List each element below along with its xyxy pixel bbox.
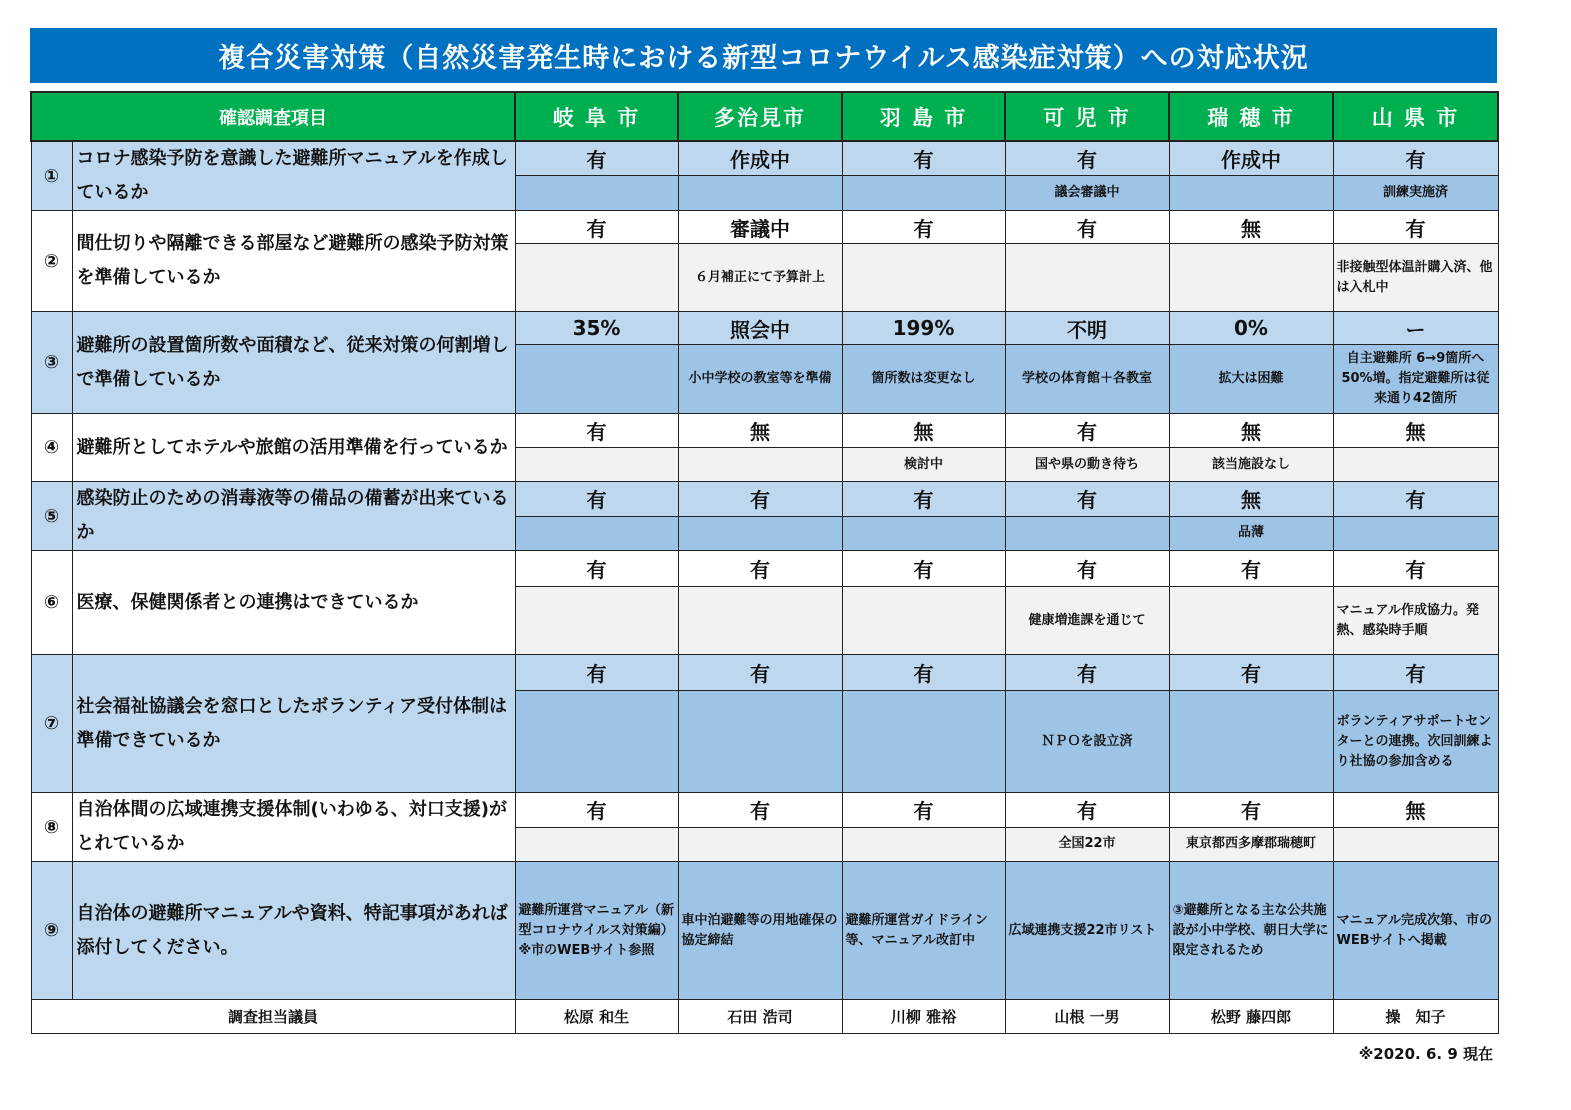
note-cell: 車中泊避難等の用地確保の協定締結 [678,862,842,1000]
survey-table [30,91,1499,1034]
note-cell: 非接触型体温計購入済、他は入札中 [1333,244,1498,312]
answer-cell: 有 [1333,482,1498,517]
note-cell [1169,691,1333,793]
note-cell: 避難所運営ガイドライン等、マニュアル改訂中 [842,862,1005,1000]
note-cell [678,587,842,655]
answer-cell: 有 [1169,793,1333,828]
answer-cell: 有 [842,551,1005,587]
answer-cell: 作成中 [1169,141,1333,175]
note-cell: 小中学校の教室等を準備 [678,345,842,414]
header-city: 可 児 市 [1005,92,1169,141]
answer-cell: 審議中 [678,211,842,244]
table-row [31,655,1498,691]
table-row [31,862,1498,1000]
header-city: 瑞 穂 市 [1169,92,1333,141]
answer-cell: 無 [1333,414,1498,448]
answer-cell: 有 [515,793,678,828]
header-city: 山 県 市 [1333,92,1498,141]
staff-name: 石田 浩司 [678,1000,842,1034]
note-cell [515,345,678,414]
answer-cell: 35% [515,312,678,345]
answer-cell: 有 [842,482,1005,517]
table-row [31,312,1498,345]
note-cell: 全国22市 [1005,827,1169,862]
answer-cell: 有 [1005,211,1169,244]
answer-cell: 有 [1005,414,1169,448]
note-cell: マニュアル作成協力。発熱、感染時手順 [1333,587,1498,655]
answer-cell: 有 [515,655,678,691]
note-cell: 東京都西多摩郡瑞穂町 [1169,827,1333,862]
row-number: ③ [31,312,72,414]
note-cell [842,175,1005,210]
header-row [31,92,1498,141]
staff-name: 川柳 雅裕 [842,1000,1005,1034]
note-cell [515,587,678,655]
note-cell [515,448,678,482]
answer-cell: 無 [1169,482,1333,517]
note-cell: 自主避難所 6→9箇所へ50%増。指定避難所は従来通り42箇所 [1333,345,1498,414]
row-number: ⑥ [31,551,72,655]
answer-cell: 無 [678,414,842,448]
note-cell: 避難所運営マニュアル（新型コロナウイルス対策編）※市のWEBサイト参照 [515,862,678,1000]
note-cell: 検討中 [842,448,1005,482]
note-cell [678,448,842,482]
answer-cell: 199% [842,312,1005,345]
note-cell [1333,448,1498,482]
answer-cell: 有 [515,482,678,517]
note-cell [1169,175,1333,210]
note-cell [678,516,842,551]
note-cell: 学校の体育館＋各教室 [1005,345,1169,414]
answer-cell: 有 [1333,141,1498,175]
answer-cell: 無 [1169,414,1333,448]
row-number: ④ [31,414,72,482]
header-city: 岐 阜 市 [515,92,678,141]
header-city: 多治見市 [678,92,842,141]
note-cell: 該当施設なし [1169,448,1333,482]
answer-cell: 有 [1333,551,1498,587]
note-cell: 箇所数は変更なし [842,345,1005,414]
row-question: 間仕切りや隔離できる部屋など避難所の感染予防対策を準備しているか [72,211,515,312]
note-cell [1005,244,1169,312]
answer-cell: 不明 [1005,312,1169,345]
note-cell [842,587,1005,655]
answer-cell: 有 [1005,482,1169,517]
answer-cell: 無 [1333,793,1498,828]
staff-label: 調査担当議員 [31,1000,515,1034]
table-row [31,482,1498,517]
page-title: 複合災害対策（自然災害発生時における新型コロナウイルス感染症対策）への対応状況 [30,28,1497,83]
row-question: 感染防止のための消毒液等の備品の備蓄が出来ているか [72,482,515,551]
note-cell [678,827,842,862]
row-question: 自治体の避難所マニュアルや資料、特記事項があれば添付してください。 [72,862,515,1000]
answer-cell: 有 [1333,655,1498,691]
note-cell [515,516,678,551]
note-cell: 広域連携支援22市リスト [1005,862,1169,1000]
row-number: ① [31,141,72,211]
note-cell [515,175,678,210]
answer-cell: 有 [1333,211,1498,244]
table-row [31,141,1498,175]
answer-cell: 無 [1169,211,1333,244]
answer-cell: 有 [678,551,842,587]
staff-name: 山根 一男 [1005,1000,1169,1034]
header-city: 羽 島 市 [842,92,1005,141]
note-cell [515,827,678,862]
answer-cell: 有 [842,793,1005,828]
note-cell: 議会審議中 [1005,175,1169,210]
staff-name: 松原 和生 [515,1000,678,1034]
note-cell [842,691,1005,793]
note-cell: ボランティアサポートセンターとの連携。次回訓練より社協の参加含める [1333,691,1498,793]
note-cell: ＮＰＯを設立済 [1005,691,1169,793]
header-item-label: 確認調査項目 [31,92,515,141]
answer-cell: 有 [1169,655,1333,691]
row-question: 社会福祉協議会を窓口としたボランティア受付体制は準備できているか [72,655,515,793]
note-cell [842,827,1005,862]
note-cell: 訓練実施済 [1333,175,1498,210]
answer-cell: 有 [1005,551,1169,587]
row-question: 医療、保健関係者との連携はできているか [72,551,515,655]
answer-cell: 0% [1169,312,1333,345]
row-question: 避難所としてホテルや旅館の活用準備を行っているか [72,414,515,482]
row-number: ⑦ [31,655,72,793]
note-cell: ③避難所となる主な公共施設が小中学校、朝日大学に限定されるため [1169,862,1333,1000]
answer-cell: 有 [842,211,1005,244]
as-of-date: ※2020. 6. 9 現在 [1358,1045,1493,1063]
answer-cell: 有 [678,655,842,691]
answer-cell: 有 [1169,551,1333,587]
note-cell: 品薄 [1169,516,1333,551]
answer-cell: 有 [1005,655,1169,691]
row-question: 自治体間の広域連携支援体制(いわゆる、対口支援)がとれているか [72,793,515,862]
answer-cell: 作成中 [678,141,842,175]
note-cell [1169,244,1333,312]
row-number: ⑧ [31,793,72,862]
answer-cell: 有 [678,482,842,517]
answer-cell: 有 [678,793,842,828]
note-cell [678,691,842,793]
answer-cell: 有 [515,551,678,587]
note-cell [842,244,1005,312]
note-cell: 国や県の動き待ち [1005,448,1169,482]
note-cell [515,244,678,312]
answer-cell: ー [1333,312,1498,345]
staff-row [31,1000,1498,1034]
table-row [31,211,1498,244]
row-number: ⑤ [31,482,72,551]
table-row [31,793,1498,828]
note-cell [515,691,678,793]
note-cell: マニュアル完成次第、市のWEBサイトへ掲載 [1333,862,1498,1000]
answer-cell: 有 [842,655,1005,691]
note-cell [1333,827,1498,862]
answer-cell: 有 [1005,141,1169,175]
row-question: 避難所の設置箇所数や面積など、従来対策の何割増しで準備しているか [72,312,515,414]
answer-cell: 有 [842,141,1005,175]
row-number: ② [31,211,72,312]
answer-cell: 有 [515,414,678,448]
row-number: ⑨ [31,862,72,1000]
note-cell [678,175,842,210]
row-question: コロナ感染予防を意識した避難所マニュアルを作成しているか [72,141,515,211]
staff-name: 松野 藤四郎 [1169,1000,1333,1034]
note-cell: ６月補正にて予算計上 [678,244,842,312]
note-cell [842,516,1005,551]
answer-cell: 照会中 [678,312,842,345]
answer-cell: 有 [515,211,678,244]
answer-cell: 無 [842,414,1005,448]
answer-cell: 有 [1005,793,1169,828]
answer-cell: 有 [515,141,678,175]
note-cell [1169,587,1333,655]
note-cell: 健康増進課を通じて [1005,587,1169,655]
table-row [31,414,1498,448]
note-cell: 拡大は困難 [1169,345,1333,414]
note-cell [1333,516,1498,551]
table-row [31,551,1498,587]
note-cell [1005,516,1169,551]
staff-name: 操 知子 [1333,1000,1498,1034]
